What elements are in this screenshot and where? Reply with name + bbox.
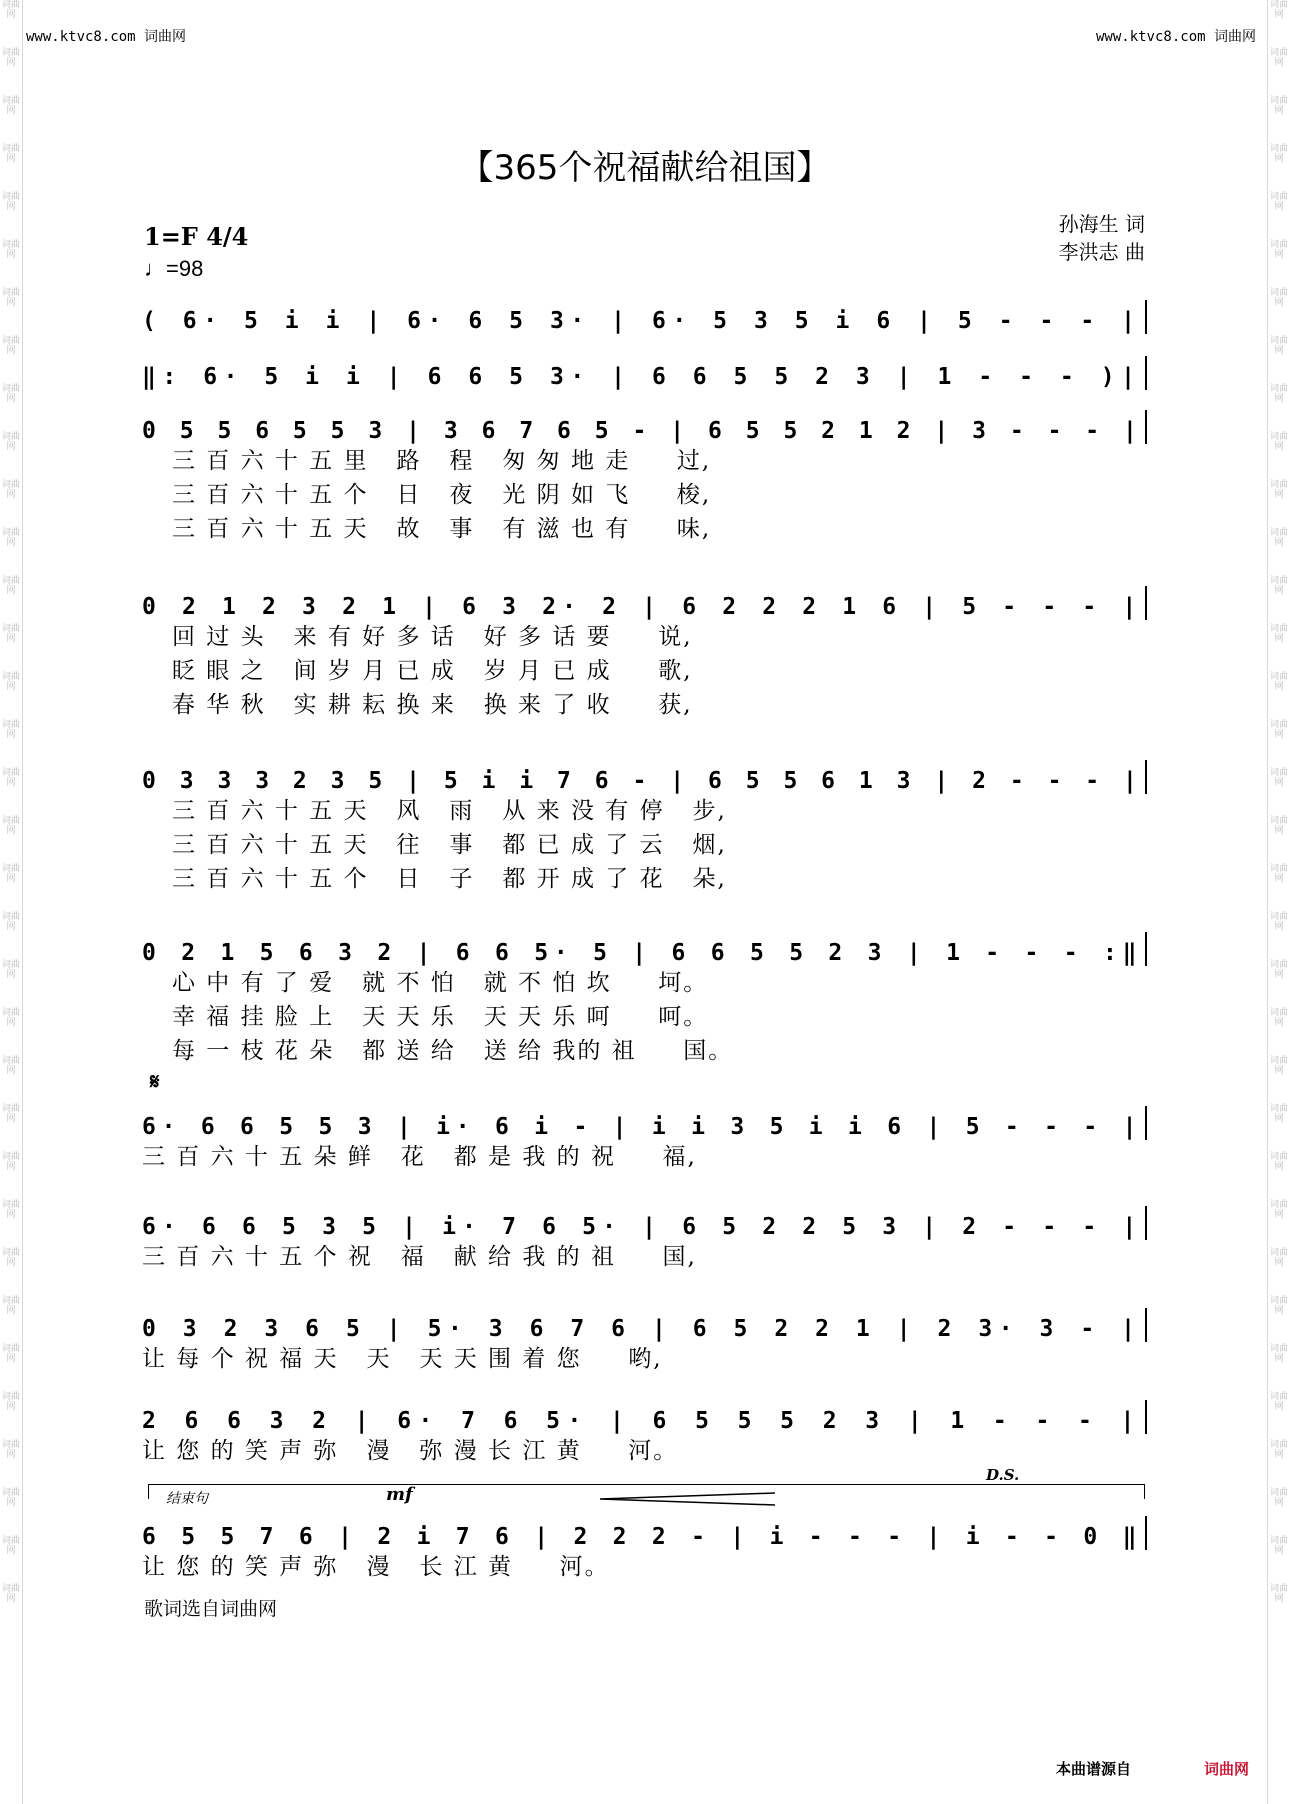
watermark-text: 词曲网 xyxy=(1269,912,1288,932)
watermark-text: 词曲网 xyxy=(1,1104,20,1124)
lyric-line: 让 您 的 笑 声 弥 漫 弥 漫 长 江 黄 河。 xyxy=(142,1438,679,1464)
lyric-line: 三 百 六 十 五 天 往 事 都 已 成 了 云 烟, xyxy=(172,832,727,858)
watermark-text: 词曲网 xyxy=(1269,1392,1288,1412)
notation-line xyxy=(142,410,1147,444)
watermark-text: 词曲网 xyxy=(1269,432,1288,452)
song-title: 【365个祝福献给祖国】 xyxy=(459,148,831,188)
watermark-text: 词曲网 xyxy=(1269,1152,1288,1172)
watermark-text: 词曲网 xyxy=(1,1248,20,1268)
staff-line xyxy=(142,586,1147,722)
lyrics-source-note: 歌词选自词曲网 xyxy=(144,1598,278,1620)
notation-text: 0 2 1 2 3 2 1 | 6 3 2· 2 | 6 2 2 2 1 6 | 5 - - - | xyxy=(142,594,1143,620)
notation-text: 2 6 6 3 2 | 6· 7 6 5· | 6 5 5 5 2 3 | 1 - - - | xyxy=(142,1408,1142,1434)
lyric-line: 心 中 有 了 爱 就 不 怕 就 不 怕 坎 坷。 xyxy=(172,970,709,996)
watermark-text: 词曲网 xyxy=(1,432,20,452)
notation-text: ( 6· 5 i i | 6· 6 5 3· | 6· 5 3 5 i 6 | 5 - - - | xyxy=(142,308,1142,334)
staff-line xyxy=(142,356,1147,390)
ending-label: 结束句 xyxy=(166,1491,208,1507)
watermark-text: 词曲网 xyxy=(1269,480,1288,500)
watermark-text: 词曲网 xyxy=(1269,1200,1288,1220)
notation-line xyxy=(142,300,1147,334)
watermark-text: 词曲网 xyxy=(1269,960,1288,980)
staff-line xyxy=(142,932,1147,1068)
staff-line xyxy=(142,1400,1147,1468)
watermark-text: 词曲网 xyxy=(1,192,20,212)
watermark-text: 词曲网 xyxy=(1,1392,20,1412)
credits xyxy=(1059,210,1145,266)
lyric-line: 三 百 六 十 五 里 路 程 匆 匆 地 走 过, xyxy=(172,448,712,474)
lyric-line: 三 百 六 十 五 天 故 事 有 滋 也 有 味, xyxy=(172,516,712,542)
watermark-text: 词曲网 xyxy=(1,288,20,308)
watermark-text: 词曲网 xyxy=(1,624,20,644)
watermark-text: 词曲网 xyxy=(1269,528,1288,548)
notation-line xyxy=(142,1206,1147,1240)
watermark-text: 词曲网 xyxy=(1,1344,20,1364)
watermark-text: 词曲网 xyxy=(1269,720,1288,740)
notation-text: 0 5 5 6 5 5 3 | 3 6 7 6 5 - | 6 5 5 2 1 2 | 3 - - - | xyxy=(142,418,1142,444)
lyric-line: 让 每 个 祝 福 天 天 天 天 围 着 您 哟, xyxy=(142,1346,663,1372)
watermark-text: 词曲网 xyxy=(1269,1584,1288,1604)
lyric-line: 三 百 六 十 五 朵 鲜 花 都 是 我 的 祝 福, xyxy=(142,1144,697,1170)
lyricist: 孙海生 词 xyxy=(1058,212,1145,236)
notation-text: 6· 6 6 5 5 3 | i· 6 i - | i i 3 5 i i 6 | 5 - - - | xyxy=(142,1114,1143,1140)
watermark-text: 词曲网 xyxy=(1269,384,1288,404)
watermark-text: 词曲网 xyxy=(1269,48,1288,68)
lyric-line: 三 百 六 十 五 个 祝 福 献 给 我 的 祖 国, xyxy=(142,1244,697,1270)
lyric-line: 三 百 六 十 五 个 日 子 都 开 成 了 花 朵, xyxy=(172,866,727,892)
watermark-text: 词曲网 xyxy=(1,1536,20,1556)
barline-end xyxy=(1145,410,1147,444)
watermark-text: 词曲网 xyxy=(1,1008,20,1028)
watermark-text: 词曲网 xyxy=(1269,1248,1288,1268)
watermark-text: 词曲网 xyxy=(1269,768,1288,788)
watermark-text: 词曲网 xyxy=(1,576,20,596)
watermark-text: 词曲网 xyxy=(1269,864,1288,884)
dal-segno: D.S. xyxy=(986,1466,1020,1484)
lyric-line: 春 华 秋 实 耕 耘 换 来 换 来 了 收 获, xyxy=(172,692,693,718)
crescendo-hairpin xyxy=(600,1492,775,1506)
notation-line xyxy=(142,1106,1147,1140)
staff-line xyxy=(142,1206,1147,1274)
watermark-strip-left xyxy=(0,0,23,1804)
watermark-text: 词曲网 xyxy=(1269,96,1288,116)
notation-line xyxy=(142,1308,1147,1342)
watermark-text: 词曲网 xyxy=(1,672,20,692)
barline-end xyxy=(1145,1400,1147,1434)
watermark-text: 词曲网 xyxy=(1,336,20,356)
watermark-text: 词曲网 xyxy=(1,720,20,740)
barline-end xyxy=(1145,932,1147,966)
notation-line xyxy=(142,1400,1147,1434)
notation-line xyxy=(142,1516,1147,1550)
watermark-text: 词曲网 xyxy=(1,480,20,500)
staff-line xyxy=(142,1106,1147,1174)
watermark-text: 词曲网 xyxy=(1,0,20,20)
lyric-line: 幸 福 挂 脸 上 天 天 乐 天 天 乐 呵 呵。 xyxy=(172,1004,709,1030)
barline-end xyxy=(1145,1308,1147,1342)
watermark-text: 词曲网 xyxy=(1,96,20,116)
watermark-text: 词曲网 xyxy=(1,816,20,836)
watermark-text: 词曲网 xyxy=(1269,288,1288,308)
notation-line xyxy=(142,586,1147,620)
segno-sign: 𝄋 xyxy=(150,1070,160,1095)
tempo-marking: ♩=98 xyxy=(144,256,204,281)
watermark-text: 词曲网 xyxy=(1269,1440,1288,1460)
watermark-text: 词曲网 xyxy=(1,144,20,164)
watermark-text: 词曲网 xyxy=(1269,1296,1288,1316)
watermark-text: 词曲网 xyxy=(1269,336,1288,356)
notation-line xyxy=(142,356,1147,390)
site-url-right[interactable]: www.ktvc8.com 词曲网 xyxy=(1095,29,1256,45)
notation-line xyxy=(142,760,1147,794)
watermark-text: 词曲网 xyxy=(1269,1536,1288,1556)
site-url-left[interactable]: www.ktvc8.com 词曲网 xyxy=(26,29,187,45)
watermark-text: 词曲网 xyxy=(1269,144,1288,164)
barline-end xyxy=(1145,1206,1147,1240)
watermark-text: 词曲网 xyxy=(1269,1008,1288,1028)
staff-line xyxy=(142,300,1147,334)
staff-line xyxy=(142,760,1147,896)
watermark-text: 词曲网 xyxy=(1269,1056,1288,1076)
notation-text: 0 3 3 3 2 3 5 | 5 i i 7 6 - | 6 5 5 6 1 3 | 2 - - - | xyxy=(142,768,1142,794)
watermark-text: 词曲网 xyxy=(1269,192,1288,212)
notation-line xyxy=(142,932,1147,966)
key-signature: 1=F 4/4 xyxy=(144,222,249,251)
barline-end xyxy=(1145,356,1147,390)
watermark-text: 词曲网 xyxy=(1,768,20,788)
watermark-text: 词曲网 xyxy=(1,1152,20,1172)
lyric-line: 让 您 的 笑 声 弥 漫 长 江 黄 河。 xyxy=(142,1554,610,1580)
watermark-strip-right xyxy=(1267,0,1290,1804)
barline-end xyxy=(1145,1106,1147,1140)
lyric-line: 每 一 枝 花 朵 都 送 给 送 给 我的 祖 国。 xyxy=(172,1038,734,1064)
notation-text: 0 2 1 5 6 3 2 | 6 6 5· 5 | 6 6 5 5 2 3 | 1 - - - :‖ xyxy=(142,940,1143,966)
staff-line xyxy=(142,410,1147,546)
watermark-text: 词曲网 xyxy=(1269,624,1288,644)
watermark-text: 词曲网 xyxy=(1269,672,1288,692)
lyric-line: 回 过 头 来 有 好 多 话 好 多 话 要 说, xyxy=(172,624,693,650)
watermark-text: 词曲网 xyxy=(1,1488,20,1508)
source-label: 本曲谱源自 xyxy=(1056,1760,1132,1778)
watermark-text: 词曲网 xyxy=(1269,0,1288,20)
barline-end xyxy=(1145,1516,1147,1550)
lyric-line: 眨 眼 之 间 岁 月 已 成 岁 月 已 成 歌, xyxy=(172,658,693,684)
watermark-text: 词曲网 xyxy=(1,912,20,932)
notation-text: 0 3 2 3 6 5 | 5· 3 6 7 6 | 6 5 2 2 1 | 2 3· 3 - | xyxy=(142,1316,1142,1342)
barline-end xyxy=(1145,586,1147,620)
watermark-text: 词曲网 xyxy=(1269,1344,1288,1364)
watermark-text: 词曲网 xyxy=(1,1584,20,1604)
watermark-text: 词曲网 xyxy=(1269,1104,1288,1124)
staff-line xyxy=(142,1308,1147,1376)
watermark-text: 词曲网 xyxy=(1,528,20,548)
watermark-text: 词曲网 xyxy=(1,384,20,404)
watermark-text: 词曲网 xyxy=(1,1200,20,1220)
dynamic-mf: mf xyxy=(386,1484,413,1505)
watermark-text: 词曲网 xyxy=(1,960,20,980)
notation-text: ‖: 6· 5 i i | 6 6 5 3· | 6 6 5 5 2 3 | 1 - - - )| xyxy=(142,364,1142,390)
lyric-line: 三 百 六 十 五 天 风 雨 从 来 没 有 停 步, xyxy=(172,798,727,824)
watermark-text: 词曲网 xyxy=(1,1056,20,1076)
watermark-text: 词曲网 xyxy=(1,1296,20,1316)
watermark-text: 词曲网 xyxy=(1,864,20,884)
lyric-line: 三 百 六 十 五 个 日 夜 光 阴 如 飞 梭, xyxy=(172,482,712,508)
source-brand[interactable]: 词曲网 xyxy=(1204,1760,1250,1778)
watermark-text: 词曲网 xyxy=(1,1440,20,1460)
notation-text: 6 5 5 7 6 | 2 i 7 6 | 2 2 2 - | i - - - | i - - 0 ‖ xyxy=(142,1524,1143,1550)
watermark-text: 词曲网 xyxy=(1269,576,1288,596)
notation-text: 6· 6 6 5 3 5 | i· 7 6 5· | 6 5 2 2 5 3 | 2 - - - | xyxy=(142,1214,1143,1240)
composer: 李洪志 曲 xyxy=(1058,240,1145,264)
watermark-text: 词曲网 xyxy=(1269,1488,1288,1508)
staff-line xyxy=(142,1516,1147,1584)
watermark-text: 词曲网 xyxy=(1,48,20,68)
watermark-text: 词曲网 xyxy=(1,240,20,260)
watermark-text: 词曲网 xyxy=(1269,240,1288,260)
watermark-text: 词曲网 xyxy=(1269,816,1288,836)
barline-end xyxy=(1145,300,1147,334)
barline-end xyxy=(1145,760,1147,794)
